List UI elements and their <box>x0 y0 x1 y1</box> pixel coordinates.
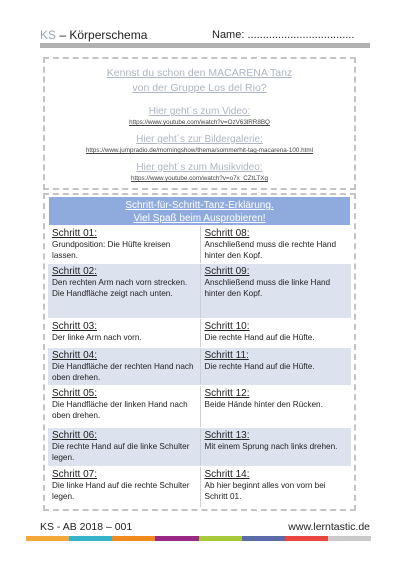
worksheet-header <box>40 27 370 43</box>
gallery-label: Hier geht´s zur Bildergalerie: <box>136 134 263 145</box>
step-text: Grundposition: Die Hüfte kreisen lassen. <box>52 240 171 260</box>
worksheet-code: KS - AB 2018 – 001 <box>40 521 133 533</box>
intro-box <box>43 57 356 190</box>
step-text: Die Handfläche der linken Hand nach oben drehen. <box>52 400 188 420</box>
video-url-link[interactable]: https://www.youtube.com/watch?v=OzV63lRR8BQ <box>129 119 270 126</box>
color-stripe-segment <box>242 536 285 541</box>
color-stripe-segment <box>26 536 69 541</box>
step-text: Die rechte Hand auf die linke Schulter legen. <box>52 442 190 462</box>
step-cell <box>200 348 352 385</box>
ks-abbrev: KS <box>40 28 57 42</box>
color-stripe-segment <box>112 536 155 541</box>
step-cell <box>200 428 352 466</box>
step-cell <box>200 319 352 347</box>
step-cell <box>48 386 200 427</box>
step-cell <box>48 319 200 347</box>
step-title: Schritt 09: <box>204 266 250 277</box>
step-text: Die Handfläche der rechten Hand nach oben drehen. <box>52 362 194 382</box>
intro-question <box>45 66 354 96</box>
video-label: Hier geht´s zum Video: <box>148 106 251 117</box>
table-row <box>48 428 351 467</box>
question-line-2: von der Gruppe Los del Rio? <box>132 82 267 94</box>
table-header-line-2: Viel Spaß beim Ausprobieren! <box>133 213 266 224</box>
worksheet-footer <box>40 520 370 534</box>
step-text: Beide Hände hinter den Rücken. <box>204 400 323 409</box>
table-row <box>48 467 351 507</box>
steps-table <box>43 193 356 511</box>
table-row <box>48 264 351 319</box>
step-cell <box>48 467 200 507</box>
color-stripe-bar <box>26 536 371 541</box>
gallery-url-link[interactable]: https://www.jumpradio.de/morningshow/thema/sommerhit-tag-macarena-100.html <box>85 147 314 154</box>
table-row <box>48 319 351 348</box>
step-title: Schritt 01: <box>52 228 98 239</box>
video-link-group <box>45 105 354 127</box>
music-link-group <box>45 161 354 183</box>
question-line-1: Kennst du schon den MACARENA Tanz <box>106 67 293 79</box>
step-text: Der linke Arm nach vorn. <box>52 333 142 342</box>
step-cell <box>48 264 200 318</box>
step-title: Schritt 08: <box>204 228 250 239</box>
step-text: Die rechte Hand auf die Hüfte. <box>204 362 315 371</box>
step-title: Schritt 12: <box>204 388 250 399</box>
step-cell <box>48 428 200 466</box>
step-title: Schritt 11: <box>204 350 249 361</box>
step-text: Die rechte Hand auf die Hüfte. <box>204 333 315 342</box>
table-row <box>48 226 351 264</box>
step-text: Die linke Hand auf die rechte Schulter legen. <box>52 481 190 501</box>
step-title: Schritt 02: <box>52 266 98 277</box>
step-text: Mit einem Sprung nach links drehen. <box>204 442 338 451</box>
color-stripe-segment <box>199 536 242 541</box>
music-url-link[interactable]: https://www.youtube.com/watch?v=o7x_CZtLTXg <box>131 175 268 182</box>
step-cell <box>200 467 352 507</box>
table-row <box>48 386 351 428</box>
table-row <box>48 348 351 386</box>
step-cell <box>200 226 352 263</box>
step-text: Den rechten Arm nach vorn strecken. Die Handfläche zeigt nach unten. <box>52 278 188 298</box>
step-title: Schritt 13: <box>204 430 250 441</box>
step-title: Schritt 10: <box>204 321 250 332</box>
step-title: Schritt 05: <box>52 388 98 399</box>
title-text: – Körperschema <box>56 28 148 42</box>
worksheet-title <box>40 27 147 43</box>
music-label: Hier geht´s zum Musikvideo: <box>136 162 263 173</box>
step-title: Schritt 03: <box>52 321 98 332</box>
color-stripe-segment <box>328 536 371 541</box>
table-header-line-1: Schritt-für-Schritt-Tanz-Erklärung. <box>125 200 274 211</box>
header-divider <box>40 43 370 48</box>
step-cell <box>200 386 352 427</box>
gallery-link-group <box>45 133 354 155</box>
step-cell <box>48 226 200 263</box>
step-title: Schritt 07: <box>52 469 98 480</box>
step-text: Ab hier beginnt alles von vorn bei Schritt 01. <box>204 481 326 501</box>
color-stripe-segment <box>285 536 328 541</box>
color-stripe-segment <box>155 536 198 541</box>
step-title: Schritt 06: <box>52 430 98 441</box>
website-link[interactable]: www.lerntastic.de <box>288 521 370 533</box>
step-cell <box>48 348 200 385</box>
step-cell <box>200 264 352 318</box>
step-title: Schritt 14: <box>204 469 250 480</box>
name-field-label: Name: ................................... <box>212 29 355 41</box>
step-text: Anschließend muss die linke Hand hinter den Kopf. <box>204 278 331 298</box>
color-stripe-segment <box>69 536 112 541</box>
steps-table-header <box>48 196 351 226</box>
step-text: Anschließend muss die rechte Hand hinter den Kopf. <box>204 240 337 260</box>
step-title: Schritt 04: <box>52 350 98 361</box>
